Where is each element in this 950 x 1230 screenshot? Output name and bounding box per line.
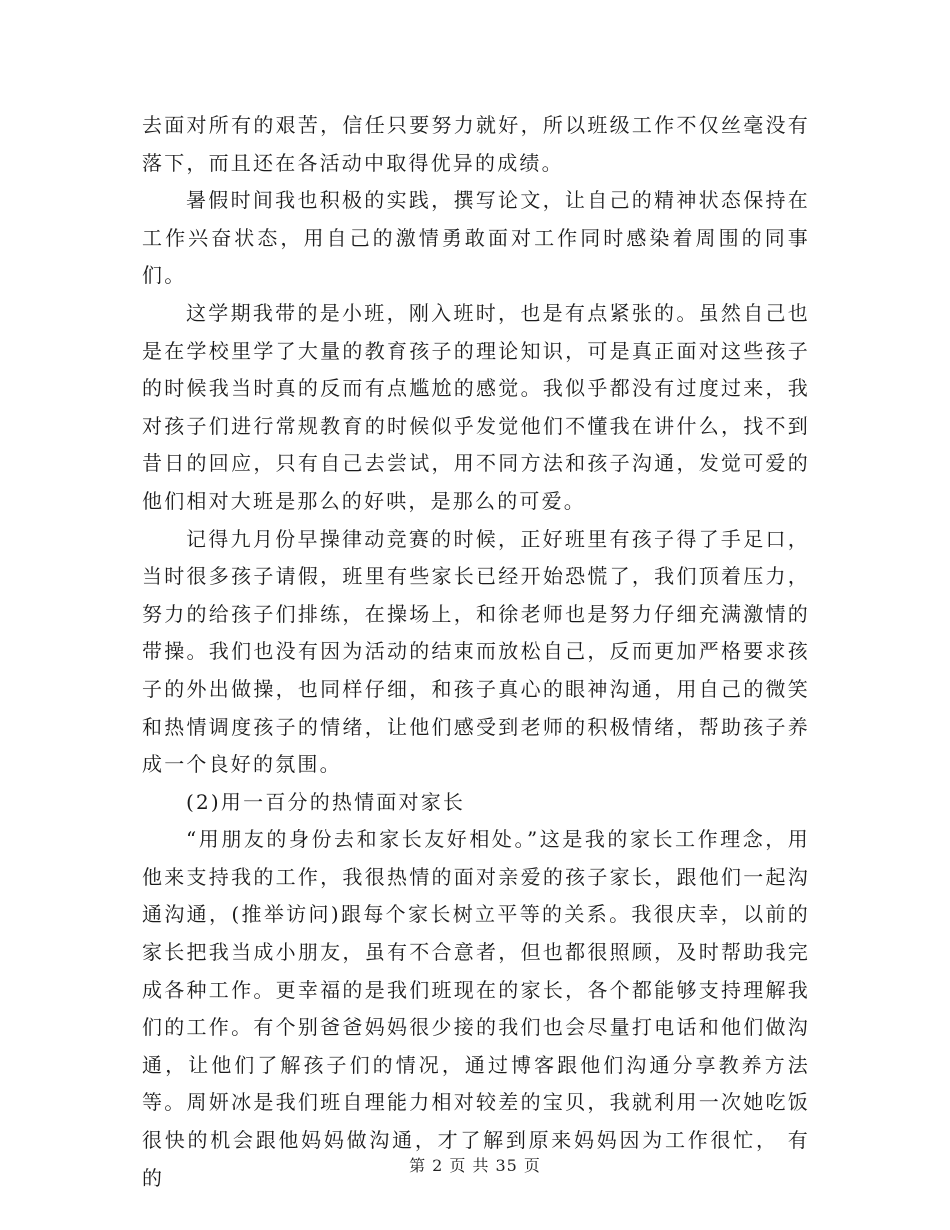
paragraph-3: 这学期我带的是小班，刚入班时，也是有点紧张的。虽然自己也是在学校里学了大量的教育孩子的理论知识，可是真正面对这些孩子的时候我当时真的反而有点尴尬的感觉。我似乎都没有过度过来，我对孩子们进行常规教育的时候似乎发觉他们不懂我在讲什么，找不到昔日的回应，只有自己去尝试，用不同方法和孩子沟通，发觉可爱的他们相对大班是那么的好哄，是那么的可爱。 bbox=[142, 300, 810, 513]
paragraph-6: “用朋友的身份去和家长友好相处。”这是我的家长工作理念，用他来支持我的工作，我很热情的面对亲爱的孩子家长，跟他们一起沟通沟通，(推举访问)跟每个家长树立平等的关系。我很庆幸，以前的家长把我当成小朋友，虽有不合意者，但也都很照顾，及时帮助我完成各种工作。更幸福的是我们班现在的家长，各个都能够支持理解我们的工作。有个别爸爸妈妈很少接的我们也会尽量打电话和他们做沟通，让他们了解孩子们的情况，通过博客跟他们沟通分享教养方法等。周妍冰是我们班自理能力相对较差的宝贝，我就利用一次她吃饭很快的机会跟他妈妈做沟通，才了解到原来妈妈因为工作很忙， 有的 bbox=[142, 827, 810, 1190]
footer-page-number: 2 bbox=[432, 1156, 444, 1175]
paragraph-1: 去面对所有的艰苦，信任只要努力就好，所以班级工作不仅丝毫没有落下，而且还在各活动中取得优异的成绩。 bbox=[142, 113, 810, 175]
footer-prefix: 第 bbox=[409, 1156, 427, 1175]
footer-total-pages: 35 bbox=[495, 1156, 518, 1175]
paragraph-2: 暑假时间我也积极的实践，撰写论文，让自己的精神状态保持在工作兴奋状态，用自己的激情勇敢面对工作同时感染着周围的同事们。 bbox=[142, 188, 810, 288]
footer-middle: 页 共 bbox=[449, 1156, 490, 1175]
document-body bbox=[142, 107, 810, 1197]
section-heading: (2)用一百分的热情面对家长 bbox=[186, 789, 466, 814]
footer-suffix: 页 bbox=[523, 1156, 541, 1175]
paragraph-4: 记得九月份早操律动竞赛的时候，正好班里有孩子得了手足口，当时很多孩子请假，班里有些家长已经开始恐慌了，我们顶着压力，努力的给孩子们排练，在操场上，和徐老师也是努力仔细充满激情的带操。我们也没有因为活动的结束而放松自己，反而更加严格要求孩子的外出做操，也同样仔细，和孩子真心的眼神沟通，用自己的微笑和热情调度孩子的情绪，让他们感受到老师的积极情绪，帮助孩子养成一个良好的氛围。 bbox=[142, 526, 810, 777]
page-footer bbox=[0, 1153, 950, 1176]
